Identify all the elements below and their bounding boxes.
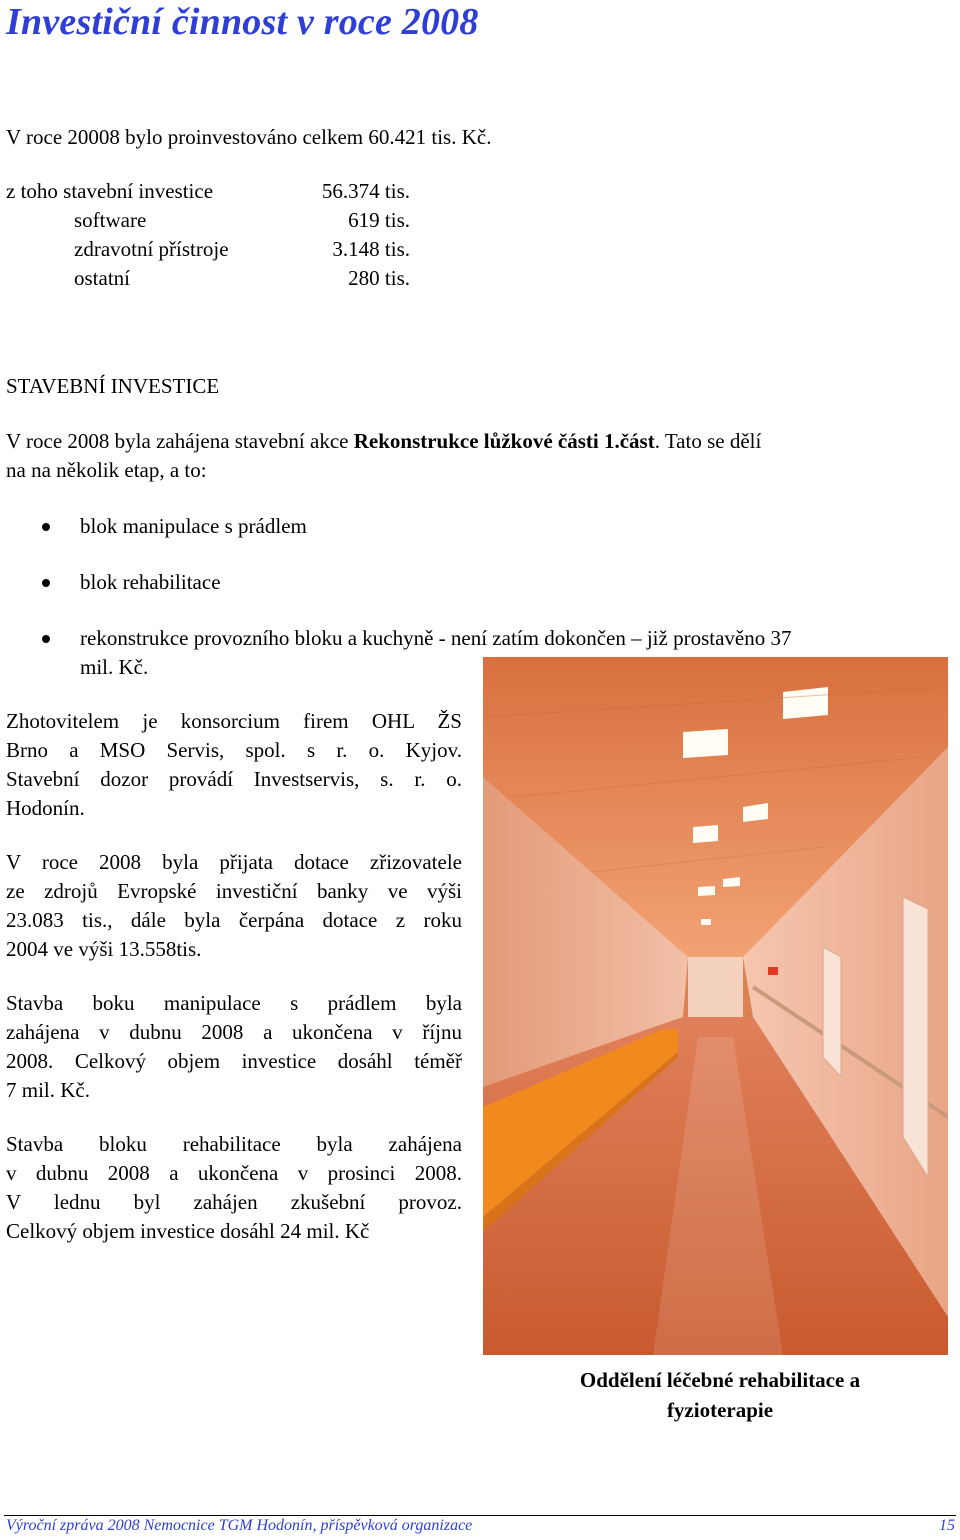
footer-divider [4,1515,956,1516]
paragraph-line: zahájena v dubnu 2008 a ukončena v říjnu [6,1020,462,1044]
paragraph-line: 2004 ve výši 13.558tis. [6,937,202,961]
paragraph-line: 23.083 tis., dále byla čerpána dotace z roku [6,908,462,932]
paragraph-line: V lednu byl zahájen zkušební provoz. [6,1190,462,1214]
paragraph-line: 2008. Celkový objem investice dosáhl téměř [6,1049,462,1073]
corridor-illustration [483,657,948,1355]
paragraph-line: Hodonín. [6,796,85,820]
photo-caption [520,1365,920,1425]
paragraph-line: ze zdrojů Evropské investiční banky ve výši [6,879,462,903]
bullet-text: rekonstrukce provozního bloku a kuchyně - není zatím dokončen – již prostavěno 37 [80,626,792,650]
breakdown-value-other: 280 tis. [348,266,410,290]
page-number: 15 [939,1517,955,1534]
page-title: Investiční činnost v roce 2008 [6,1,479,43]
action-paragraph-line1 [6,427,761,456]
section-heading: STAVEBNÍ INVESTICE [6,374,220,398]
breakdown-label-software: software [74,208,147,232]
paragraph-laundry [6,989,462,1105]
intro-text: V roce 20008 bylo proinvestováno celkem 60.421 tis. Kč. [6,125,492,149]
paragraph-line: Celkový objem investice dosáhl 24 mil. Kč [6,1219,370,1243]
bullet-dot-icon [42,579,50,587]
paragraph-line: V roce 2008 byla přijata dotace zřizovatele [6,850,462,874]
bullet-text: blok rehabilitace [80,570,221,594]
breakdown-label-medical: zdravotní přístroje [74,237,229,261]
paragraph-contractor [6,707,462,823]
paragraph-rehab [6,1130,462,1246]
action-paragraph-line2: na na několik etap, a to: [6,458,207,482]
paragraph-line: Stavba boku manipulace s prádlem byla [6,991,462,1015]
paragraph-line: Brno a MSO Servis, spol. s r. o. Kyjov. [6,738,462,762]
paragraph-line: v dubnu 2008 a ukončena v prosinci 2008. [6,1161,462,1185]
bullet-text: blok manipulace s prádlem [80,514,307,538]
action-bold: Rekonstrukce lůžkové části 1.část [353,429,655,453]
caption-line: Oddělení léčebné rehabilitace a [579,1368,861,1392]
paragraph-line: Stavba bloku rehabilitace byla zahájena [6,1132,462,1156]
paragraph-grant [6,848,462,964]
action-post: . Tato se dělí [654,429,762,453]
breakdown-value-medical: 3.148 tis. [332,237,410,261]
breakdown-label-other: ostatní [74,266,130,290]
paragraph-line: Stavební dozor provádí Investservis, s. r. o. [6,767,462,791]
breakdown-label-construction: z toho stavební investice [6,179,214,203]
footer-text: Výroční zpráva 2008 Nemocnice TGM Hodonín, příspěvková organizace [6,1517,473,1534]
breakdown-value-construction: 56.374 tis. [321,179,410,203]
bullet-text-continuation: mil. Kč. [80,655,149,679]
paragraph-line: 7 mil. Kč. [6,1078,90,1102]
paragraph-line: Zhotovitelem je konsorcium firem OHL ŽS [6,709,462,733]
corridor-photo [483,657,948,1355]
bullet-dot-icon [42,635,50,643]
caption-line: fyzioterapie [666,1398,774,1422]
breakdown-value-software: 619 tis. [348,208,410,232]
bullet-dot-icon [42,523,50,531]
action-pre: V roce 2008 byla zahájena stavební akce [6,429,354,453]
